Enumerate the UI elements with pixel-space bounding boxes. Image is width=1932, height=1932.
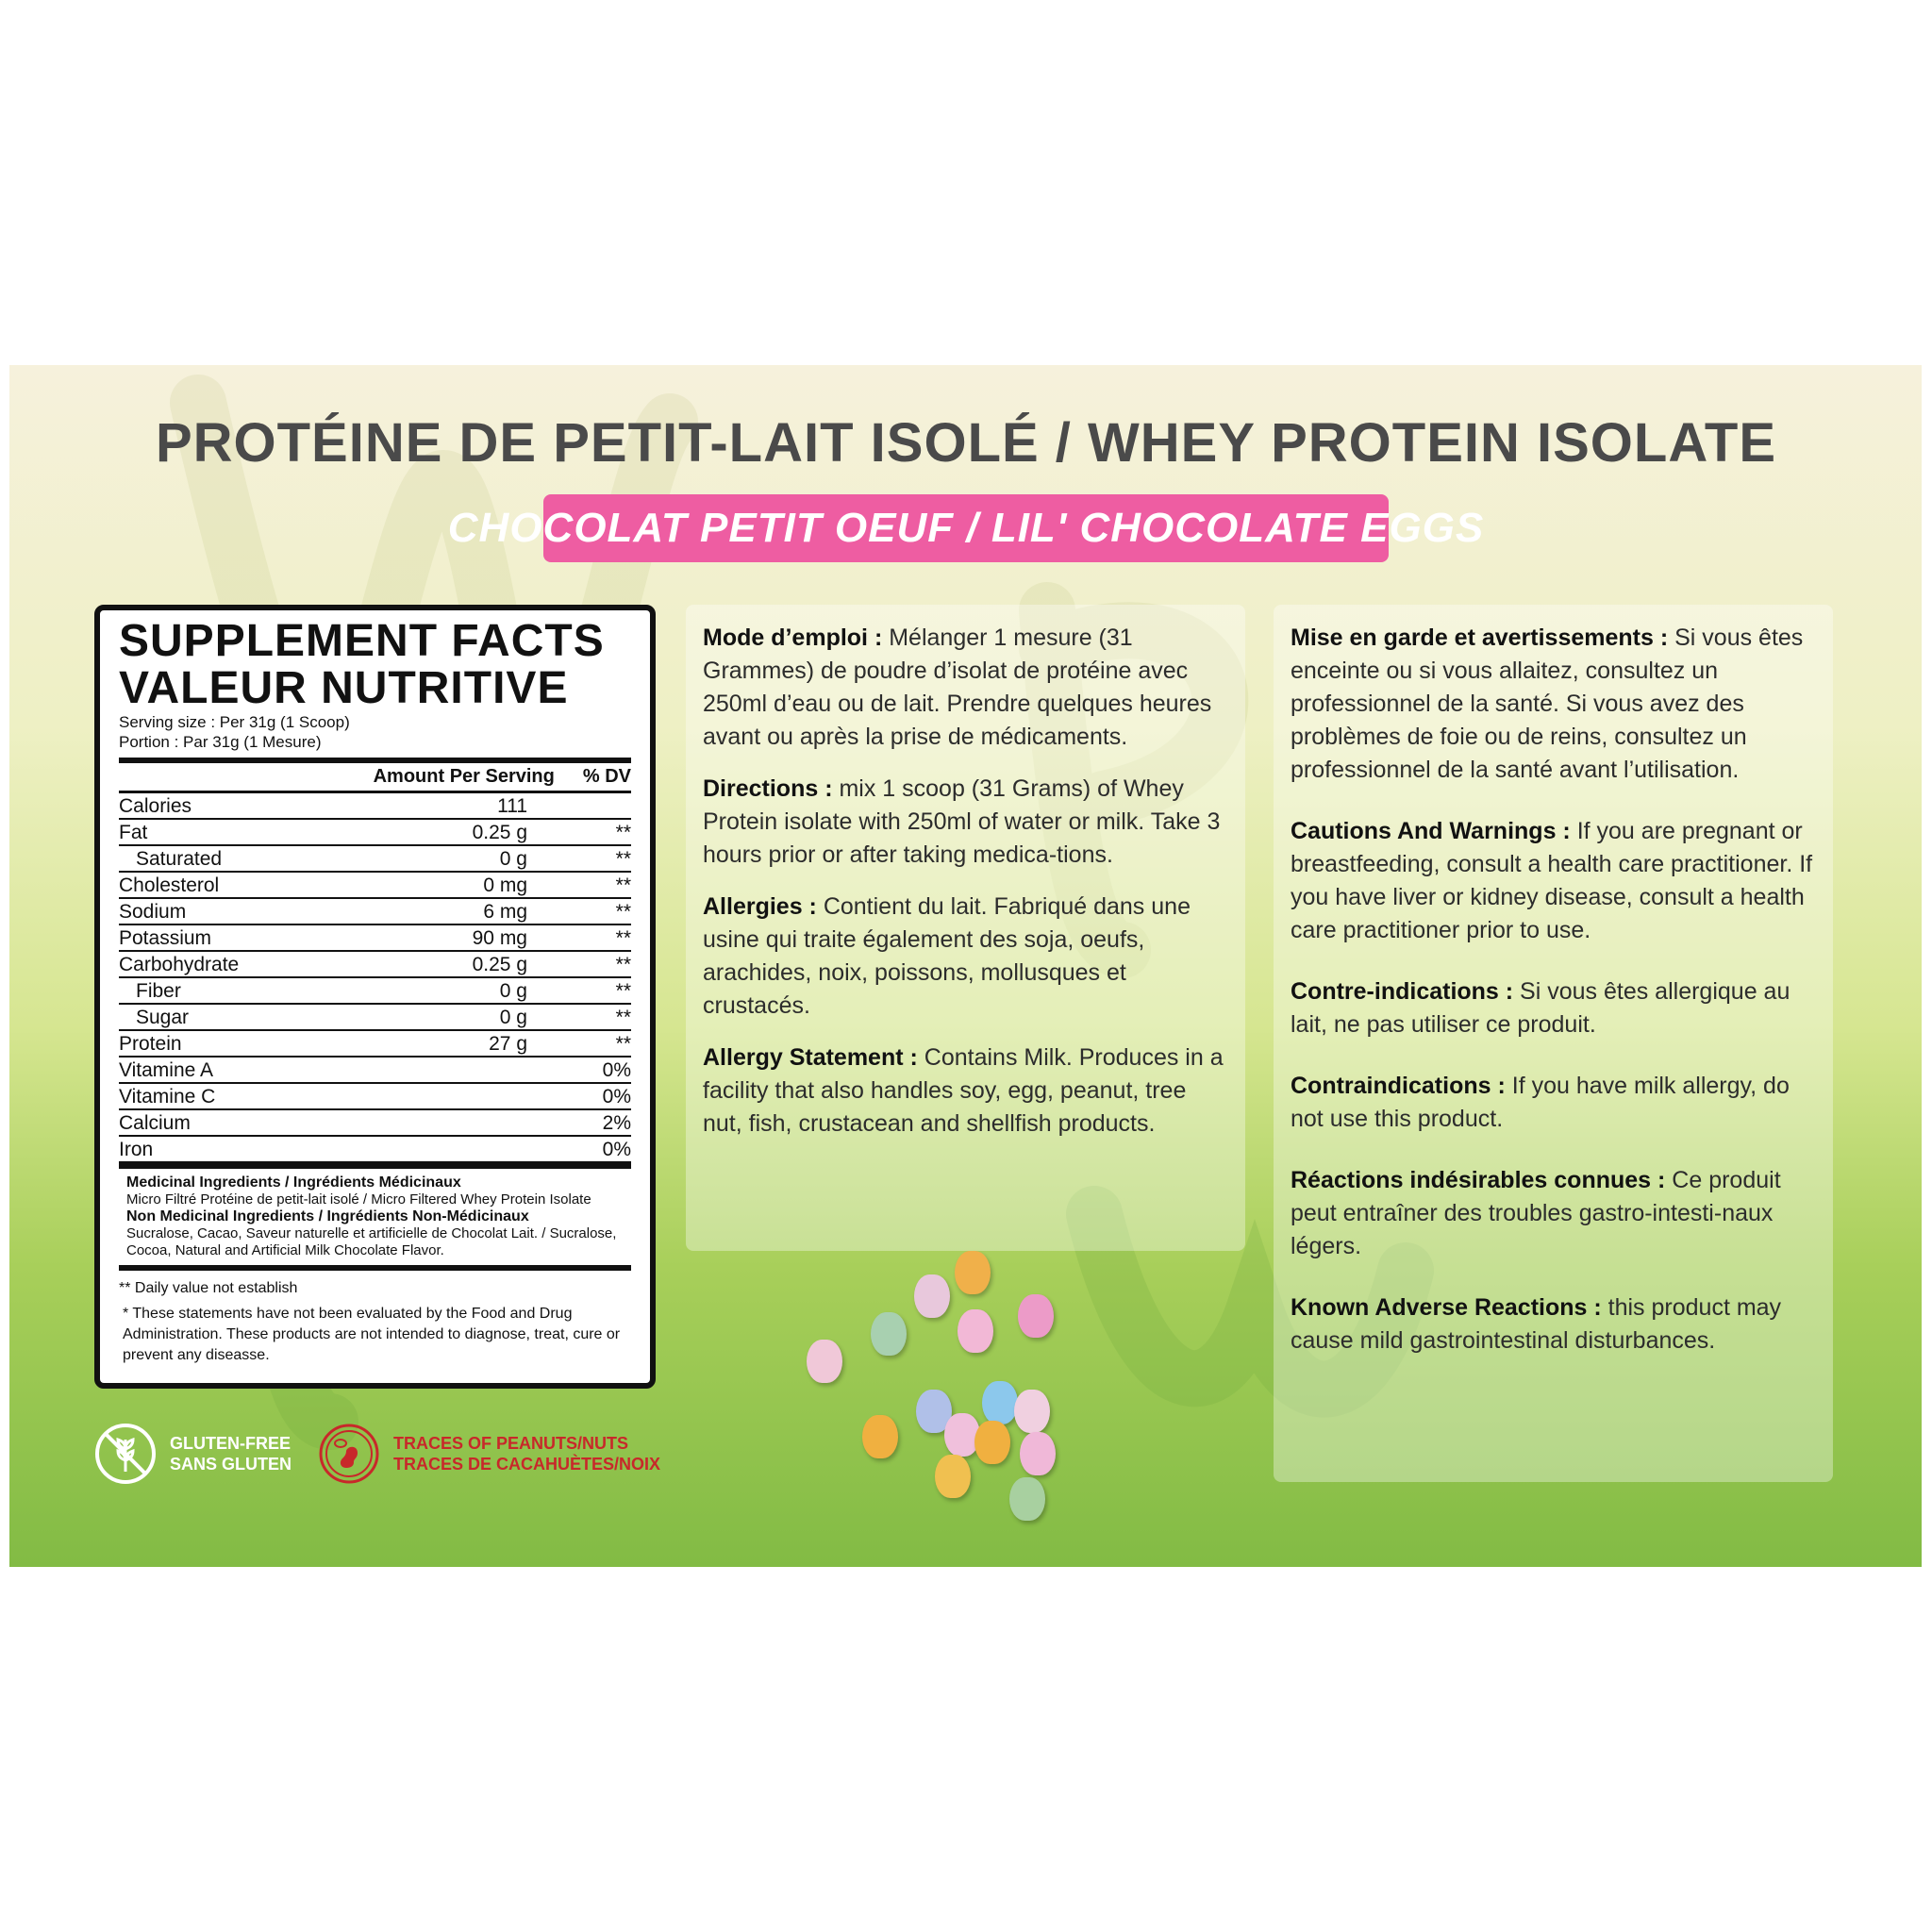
nutrient-row [119, 1137, 631, 1163]
nutrient-amount: 0 mg [483, 874, 527, 896]
directions-panel [686, 605, 1245, 1251]
info-label: Allergies : [703, 893, 817, 920]
info-label: Cautions And Warnings : [1291, 818, 1571, 844]
egg [955, 1251, 991, 1294]
nutrient-dv: ** [615, 954, 631, 975]
nutrient-dv: ** [615, 1007, 631, 1028]
info-paragraph [1291, 1070, 1816, 1136]
nutrient-name: Fat [119, 822, 148, 843]
info-text: If you have milk allergy, do not use this product. [1291, 1073, 1790, 1132]
nutrient-dv: ** [615, 927, 631, 949]
nutrient-row [119, 1084, 631, 1110]
egg [914, 1274, 950, 1318]
info-text: Contains Milk. Produces in a facility that also handles soy, egg, peanut, tree nut, fish, crustacean and shellfish products. [703, 1044, 1224, 1137]
info-text: Mélanger 1 mesure (31 Grammes) de poudre d’isolat de protéine avec 250ml d’eau ou de lait. Prendre quelques heures avant ou après la prise de médicaments. [703, 625, 1212, 750]
info-paragraph [703, 622, 1228, 754]
nutrient-name: Calories [119, 795, 192, 817]
portion: Portion : Par 31g (1 Mesure) [119, 733, 322, 751]
nutrient-name: Vitamine A [119, 1059, 214, 1081]
info-label: Contre-indications : [1291, 978, 1514, 1005]
nonmedicinal-text: Sucralose, Cacao, Saveur naturelle et artificielle de Chocolat Lait. / Sucralose, Cocoa, Natural and Artificial Milk Chocolate Flavor. [126, 1225, 617, 1258]
info-text: Ce produit peut entraîner des troubles gastro-intesti-naux légers. [1291, 1167, 1781, 1259]
nutrient-row [119, 1058, 631, 1084]
facts-heading: SUPPLEMENT FACTS [119, 616, 605, 666]
nutrient-name: Fiber [136, 980, 181, 1002]
nutrient-name: Protein [119, 1033, 182, 1055]
nutrient-name: Saturated [136, 848, 223, 870]
nutrient-name: Vitamine C [119, 1086, 216, 1108]
info-label: Contraindications : [1291, 1073, 1506, 1099]
facts-header [119, 763, 631, 793]
nutrient-dv: ** [615, 848, 631, 870]
nutrient-amount: 90 mg [472, 927, 527, 949]
serving-size: Serving size : Per 31g (1 Scoop) [119, 713, 350, 731]
info-paragraph [1291, 1291, 1816, 1357]
info-paragraph [1291, 622, 1816, 787]
fda-note: * These statements have not been evaluated by the Food and Drug Administration. These products are not intended to diagnose, treat, cure or prevent any diseasse. [123, 1306, 621, 1363]
product-title: PROTÉINE DE PETIT-LAIT ISOLÉ / WHEY PROTEIN ISOLATE [155, 412, 1777, 474]
info-label: Allergy Statement : [703, 1044, 918, 1071]
info-text: If you are pregnant or breastfeeding, consult a health care practitioner. If you have liver or kidney disease, consult a health care practitioner prior to use. [1291, 818, 1813, 943]
nutrient-name: Sodium [119, 901, 187, 923]
nutrient-dv: ** [615, 1033, 631, 1055]
nutrient-dv: 0% [602, 1059, 631, 1081]
info-label: Directions : [703, 775, 833, 802]
nutrient-row [119, 820, 631, 846]
info-text: Contient du lait. Fabriqué dans une usine qui traite également des soja, oeufs, arachides, noix, poissons, mollusques et crustacés. [703, 893, 1191, 1019]
info-text: Si vous êtes allergique au lait, ne pas utiliser ce produit. [1291, 978, 1790, 1038]
peanut-icon [318, 1423, 380, 1485]
nutrient-dv: ** [615, 822, 631, 843]
nuts-label: TRACES OF PEANUTS/NUTS [393, 1434, 629, 1453]
info-label: Mode d’emploi : [703, 625, 883, 651]
info-label: Mise en garde et avertissements : [1291, 625, 1669, 651]
info-paragraph [1291, 815, 1816, 947]
nutrient-row [119, 978, 631, 1005]
info-paragraph [703, 1041, 1228, 1141]
nutrient-name: Iron [119, 1139, 154, 1160]
nutrient-name: Potassium [119, 927, 212, 949]
gluten-label-fr: SANS GLUTEN [170, 1455, 292, 1474]
nutrient-amount: 0.25 g [472, 822, 527, 843]
info-label: Réactions indésirables connues : [1291, 1167, 1666, 1193]
nutrient-amount: 0 g [499, 848, 527, 870]
warnings-panel [1274, 605, 1833, 1482]
nutrient-row [119, 1005, 631, 1031]
egg [807, 1340, 842, 1383]
nutrient-name: Sugar [136, 1007, 190, 1028]
gluten-free-badge [94, 1423, 291, 1485]
info-label: Known Adverse Reactions : [1291, 1294, 1602, 1321]
nutrient-dv: ** [615, 874, 631, 896]
egg [862, 1415, 898, 1458]
egg [871, 1312, 907, 1356]
medicinal-text: Micro Filtré Protéine de petit-lait isolé / Micro Filtered Whey Protein Isolate [126, 1191, 591, 1208]
info-paragraph [1291, 1164, 1816, 1263]
nutrient-row [119, 793, 631, 820]
nutrient-row [119, 925, 631, 952]
nutrient-name: Calcium [119, 1112, 191, 1134]
egg [1009, 1477, 1045, 1521]
nuts-badge [318, 1423, 660, 1485]
info-paragraph [703, 891, 1228, 1023]
nutrient-dv: ** [615, 901, 631, 923]
medicinal-title: Medicinal Ingredients / Ingrédients Médicinaux [126, 1174, 461, 1191]
nutrient-dv: 0% [602, 1139, 631, 1160]
egg [935, 1455, 971, 1498]
dv-header: % DV [582, 766, 631, 787]
nutrient-name: Cholesterol [119, 874, 220, 896]
info-text: mix 1 scoop (31 Grams) of Whey Protein isolate with 250ml of water or milk. Take 3 hours prior or after taking medica-tions. [703, 775, 1221, 868]
amount-header: Amount Per Serving [373, 766, 555, 787]
flavor-banner: CHOCOLAT PETIT OEUF / LIL' CHOCOLATE EGGS [543, 494, 1389, 562]
egg [974, 1421, 1010, 1464]
nutrient-amount: 6 mg [483, 901, 527, 923]
nuts-label-fr: TRACES DE CACAHUÈTES/NOIX [393, 1455, 661, 1474]
egg [982, 1381, 1018, 1424]
nutrient-name: Carbohydrate [119, 954, 240, 975]
nutrient-amount: 0.25 g [472, 954, 527, 975]
nutrient-amount: 27 g [489, 1033, 527, 1055]
info-paragraph [1291, 975, 1816, 1041]
nutrient-dv: 0% [602, 1086, 631, 1108]
gluten-free-icon [94, 1423, 157, 1485]
nutrient-table [119, 793, 631, 1163]
nutrient-amount: 0 g [499, 980, 527, 1002]
nutrient-row [119, 899, 631, 925]
nutrient-row [119, 1110, 631, 1137]
nutrient-row [119, 1031, 631, 1058]
nutrient-amount: 111 [497, 795, 527, 817]
nonmedicinal-title: Non Medicinal Ingredients / Ingrédients Non-Médicinaux [126, 1208, 529, 1224]
nutrient-dv: 2% [602, 1112, 631, 1134]
dv-note: ** Daily value not establish [119, 1280, 298, 1296]
info-text: Si vous êtes enceinte ou si vous allaitez, consultez un professionnel de la santé. Si vous avez des problèmes de foie ou de reins, consultez un professionnel de la santé avant l’utilisation. [1291, 625, 1804, 783]
nutrient-amount: 0 g [499, 1007, 527, 1028]
nutrient-dv: ** [615, 980, 631, 1002]
supplement-facts-panel [94, 605, 656, 1389]
egg [1020, 1432, 1056, 1475]
facts-heading-fr: VALEUR NUTRITIVE [119, 663, 569, 713]
egg [1014, 1390, 1050, 1433]
nutrient-row [119, 846, 631, 873]
info-text: this product may cause mild gastrointestinal disturbances. [1291, 1294, 1782, 1354]
egg [1018, 1294, 1054, 1338]
gluten-label: GLUTEN-FREE [170, 1434, 291, 1453]
egg [958, 1309, 993, 1353]
nutrient-row [119, 873, 631, 899]
ingredients [119, 1174, 631, 1259]
nutrient-row [119, 952, 631, 978]
info-paragraph [703, 773, 1228, 872]
